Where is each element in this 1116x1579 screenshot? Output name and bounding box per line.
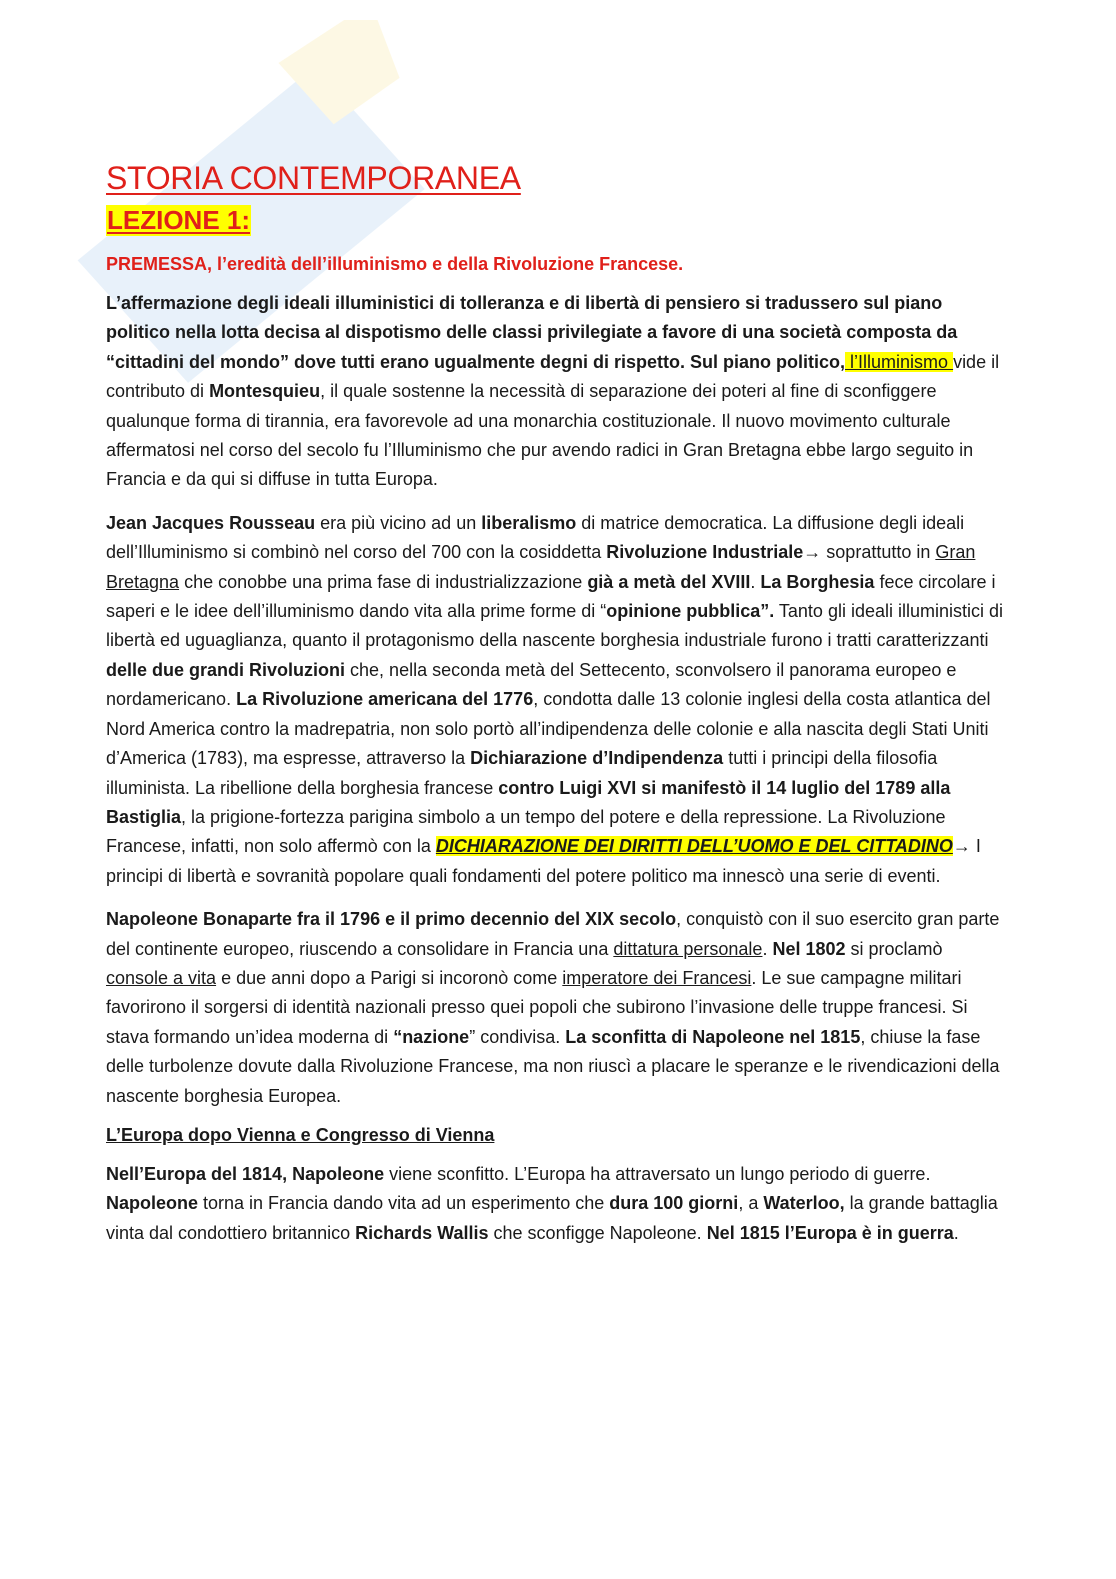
p3-s7: console a vita <box>106 967 217 988</box>
p3-s1: Napoleone Bonaparte fra il 1796 e il primo decennio del XIX secolo <box>106 909 677 930</box>
p4-s10: che sconfigge Napoleone. <box>488 1222 707 1243</box>
p2-s10: . <box>750 571 761 592</box>
paragraph-europa-1814 <box>106 1160 1006 1248</box>
p3-s8: e due anni dopo a Parigi si incoronò come <box>216 967 563 988</box>
p3-s4: . <box>762 938 773 959</box>
p3-s6: si proclamò <box>845 938 943 959</box>
p3-s13: La sconfitta di Napoleone nel 1815 <box>565 1026 861 1047</box>
p4-s5: dura 100 giorni <box>609 1193 739 1214</box>
p3-s14: , chiuse la fase delle turbolenze dovute dalla Rivoluzione Francese, ma non riuscì a placare le speranze e le rivendicazioni della nascente borghesia Europea. <box>106 1026 1000 1106</box>
document-title: STORIA CONTEMPORANEA <box>106 160 521 196</box>
p4-s1: Nell’Europa del 1814, Napoleone <box>106 1163 385 1184</box>
p2-s13: opinione pubblica”. <box>606 601 775 622</box>
p2-s14: Tanto gli ideali illuministici di libertà ed uguaglianza, quanto il protagonismo della nascente borghesia industriale furono i tratti caratterizzanti <box>106 601 1004 651</box>
p4-s6: , a <box>738 1193 764 1214</box>
p2-s7: Gran Bretagna <box>106 542 976 592</box>
p2-s12: fece circolare i saperi e le idee dell’illuminismo dando vita alla prime forme di “ <box>106 571 996 622</box>
p1-bold-intro: L’affermazione degli ideali illuministici di tolleranza e di libertà di pensiero si tradussero sul piano politico nella lotta decisa al dispotismo delle classi privilegiate a favore di una società composta da “cittadini del mondo” dove tutti erano ugualmente degni di rispetto. Sul piano politico, <box>106 293 958 372</box>
p2-s8: che conobbe una prima fase di industrializzazione <box>179 571 588 592</box>
p2-s6: soprattutto in <box>821 542 936 563</box>
p2-s15: delle due grandi Rivoluzioni <box>106 659 346 680</box>
p2-s20: tutti i principi della filosofia illuminista. La ribellione della borghesia francese <box>106 748 938 798</box>
paragraph-napoleone <box>106 905 1006 1111</box>
lesson-heading-wrap <box>106 203 1006 254</box>
p1-montesquieu: Montesquieu <box>209 381 321 402</box>
p1-text: vide il contributo di <box>106 351 1000 402</box>
p2-s1: Jean Jacques Rousseau <box>106 512 316 533</box>
p3-s11: “nazione <box>393 1026 470 1047</box>
p3-s10: . Le sue campagne militari favorirono il sorgersi di identità nazionali presso quei popoli che subirono l’invasione delle truppe francesi. Si stava formando un’idea moderna di <box>106 967 968 1047</box>
p2-s2: era più vicino ad un <box>315 512 482 533</box>
p2-s17: La Rivoluzione americana del 1776 <box>236 689 534 710</box>
p4-s4: torna in Francia dando vita ad un esperimento che <box>198 1193 610 1214</box>
p2-s16: che, nella seconda metà del Settecento, sconvolsero il panorama europeo e nordamericano. <box>106 659 957 710</box>
paragraph-rousseau <box>106 509 1006 891</box>
p2-s3: liberalismo <box>481 512 577 533</box>
premessa-heading: PREMESSA, l’eredità dell’illuminismo e della Rivoluzione Francese. <box>106 254 684 274</box>
p4-s12: . <box>953 1222 959 1243</box>
p4-s9: Richards Wallis <box>355 1222 489 1243</box>
p2-s5: Rivoluzione Industriale→ <box>606 542 822 563</box>
p2-s22: , la prigione-fortezza parigina simbolo a un tempo del potere e della repressione. La Rivoluzione Francese, infatti, non solo affermò con la <box>106 806 946 857</box>
p2-s19: Dichiarazione d’Indipendenza <box>470 748 724 769</box>
p2-dichiarazione-highlight: DICHIARAZIONE DEI DIRITTI DELL’UOMO E DEL CITTADINO <box>435 836 953 857</box>
p2-s9: già a metà del XVIII <box>587 571 751 592</box>
document-page <box>106 160 1006 1262</box>
p3-s3: dittatura personale <box>613 938 763 959</box>
p4-s3: Napoleone <box>106 1193 199 1214</box>
p4-s8: la grande battaglia vinta dal condottiero britannico <box>106 1193 998 1243</box>
p3-s12: ” condivisa. <box>469 1026 566 1047</box>
p4-s7: Waterloo, <box>763 1193 845 1214</box>
p2-s24: → I principi di libertà e sovranità popolare quali fondamenti del potere politico ma innescò una serie di eventi. <box>106 836 981 886</box>
lesson-heading: LEZIONE 1: <box>107 205 251 235</box>
p2-s4: di matrice democratica. La diffusione degli ideali dell’Illuminismo si combinò nel corso del 700 con la cosiddetta <box>106 512 965 563</box>
p4-s11: Nel 1815 l’Europa è in guerra <box>706 1222 954 1243</box>
p3-s2: , conquistò con il suo esercito gran parte del continente europeo, riuscendo a consolidare in Francia una <box>106 909 1000 959</box>
p4-s2: viene sconfitto. L’Europa ha attraversato un lungo periodo di guerre. <box>384 1163 931 1184</box>
p3-s9: imperatore dei Francesi <box>562 967 752 988</box>
p1-highlight-illuminismo: l’Illuminismo <box>845 351 954 372</box>
p2-s18: , condotta dalle 13 colonie inglesi della costa atlantica del Nord America contro la madrepatria, non solo portò all’indipendenza delle colonie e alla nascita degli Stati Uniti d’America (1783), ma espresse, attraverso la <box>106 689 991 769</box>
p2-s21: contro Luigi XVI si manifestò il 14 luglio del 1789 alla Bastiglia <box>106 777 951 827</box>
p3-s5: Nel 1802 <box>772 938 846 959</box>
p1-text-end: , il quale sostenne la necessità di separazione dei poteri al fine di sconfiggere qualunque forma di tirannia, era favorevole ad una monarchia costituzionale. Il nuovo movimento culturale affermatosi nel corso del secolo fu l’Illuminismo che pur avendo radici in Gran Bretagna ebbe largo seguito in Francia e da qui si diffuse in tutta Europa. <box>106 381 974 490</box>
p2-s11: La Borghesia <box>760 571 875 592</box>
paragraph-illuminismo <box>106 289 1006 495</box>
section-heading-vienna: L’Europa dopo Vienna e Congresso di Vienna <box>106 1124 495 1145</box>
